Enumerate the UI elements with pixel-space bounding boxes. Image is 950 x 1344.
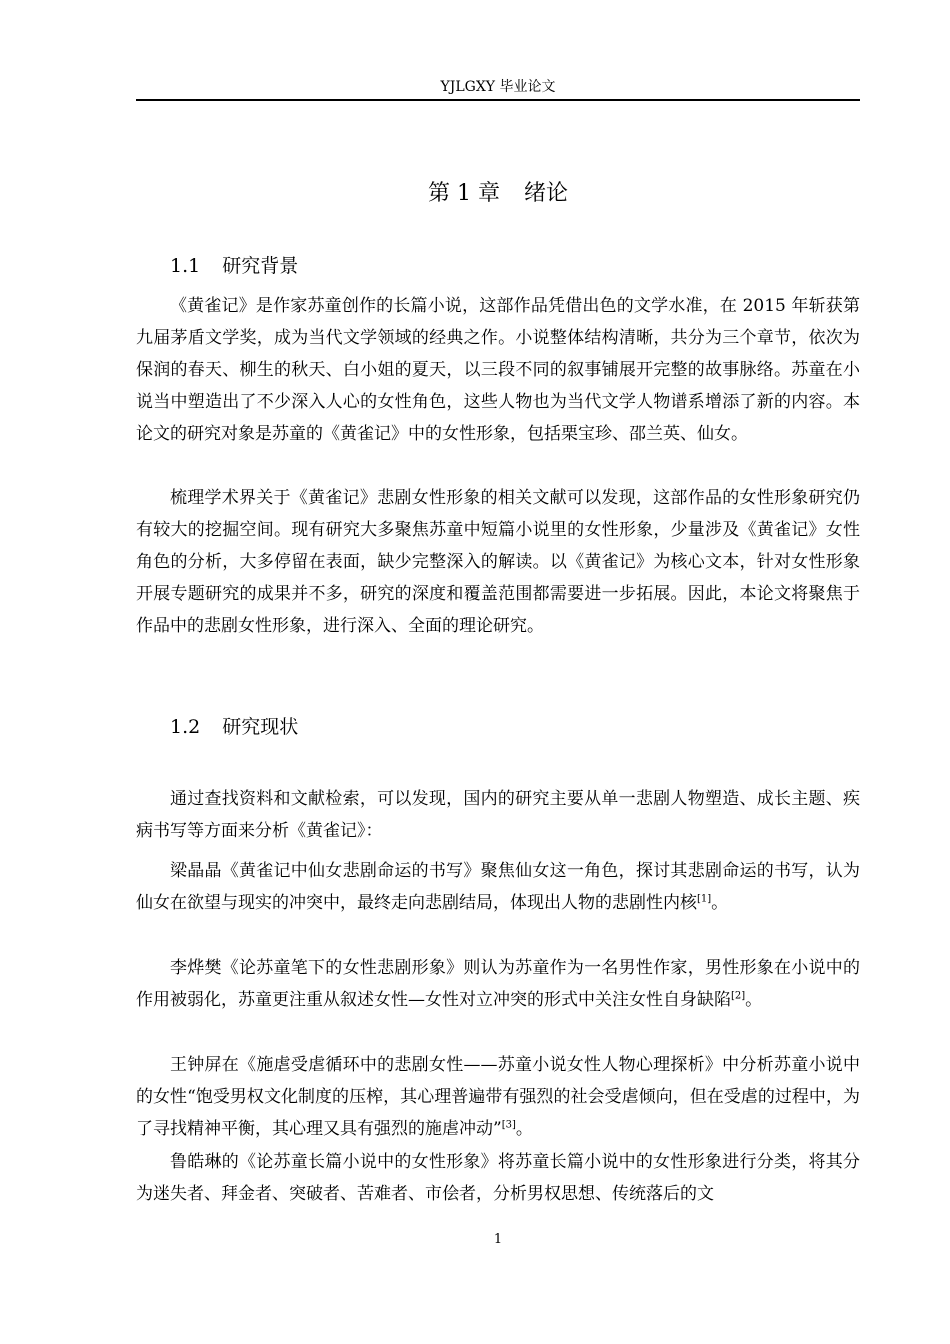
section-title: 研究现状: [222, 716, 299, 738]
citation: [1]: [697, 893, 712, 905]
chapter-heading: [136, 178, 860, 210]
section-heading-1-2: [170, 713, 298, 741]
paragraph-end: 。: [745, 990, 763, 1010]
paragraph-text: 鲁皓琳的《论苏童长篇小说中的女性形象》将苏童长篇小说中的女性形象进行分类，将其分为迷失者、拜金者、突破者、苦难者、市侩者，分析男权思想、传统落后的文: [136, 1152, 860, 1204]
header-title: YJLGXY 毕业论文: [440, 79, 556, 95]
chapter-title: 绪论: [523, 181, 568, 206]
page-number: 1: [493, 1232, 503, 1247]
paragraph-end: 。: [515, 1119, 533, 1139]
paragraph-end: 。: [711, 893, 729, 913]
paragraph-text: 通过查找资料和文献检索，可以发现，国内的研究主要从单一悲剧人物塑造、成长主题、疾病书写等方面来分析《黄雀记》：: [136, 789, 860, 841]
paragraph: [136, 855, 860, 919]
paragraph: [136, 783, 860, 847]
paragraph: 梳理学术界关于《黄雀记》悲剧女性形象的相关文献可以发现，这部作品的女性形象研究仍有较大的挖掘空间。现有研究大多聚焦苏童中短篇小说里的女性形象，少量涉及《黄雀记》女性角色的分析，大多停留在表面，缺少完整深入的解读。以《黄雀记》为核心文本，针对女性形象开展专题研究的成果并不多，研究的深度和覆盖范围都需要进一步拓展。因此，本论文将聚焦于作品中的悲剧女性形象，进行深入、全面的理论研究。: [136, 488, 860, 636]
citation: [3]: [501, 1119, 516, 1131]
section-number: 1.2: [170, 716, 201, 738]
section-title: 研究背景: [222, 255, 299, 277]
header-rule: [136, 99, 860, 101]
paragraph: 《黄雀记》是作家苏童创作的长篇小说，这部作品凭借出色的文学水准，在 2015 年斩获第九届茅盾文学奖，成为当代文学领域的经典之作。小说整体结构清晰，共分为三个章节，依次为保润的春天、柳生的秋天、白小姐的夏天，以三段不同的叙事铺展开完整的故事脉络。苏童在小说当中塑造出了不少深入人心的女性角色，这些人物也为当代文学人物谱系增添了新的内容。本论文的研究对象是苏童的《黄雀记》中的女性形象，包括栗宝珍、邵兰英、仙女。: [136, 296, 860, 444]
paragraph: [136, 1049, 860, 1145]
paragraph-text: 梁晶晶《黄雀记中仙女悲剧命运的书写》聚焦仙女这一角色，探讨其悲剧命运的书写，认为仙女在欲望与现实的冲突中，最终走向悲剧结局，体现出人物的悲剧性内核: [136, 861, 860, 913]
paragraph-text: 李烨樊《论苏童笔下的女性悲剧形象》则认为苏童作为一名男性作家，男性形象在小说中的作用被弱化，苏童更注重从叙述女性—女性对立冲突的形式中关注女性自身缺陷: [136, 958, 860, 1010]
paragraph-text: 王钟屏在《施虐受虐循环中的悲剧女性——苏童小说女性人物心理探析》中分析苏童小说中的女性“饱受男权文化制度的压榨，其心理普遍带有强烈的社会受虐倾向，但在受虐的过程中，为了寻找精神平衡，其心理又具有强烈的施虐冲动”: [136, 1055, 860, 1139]
section-heading-1-1: [170, 252, 298, 280]
citation: [2]: [731, 990, 746, 1002]
section-number: 1.1: [170, 255, 201, 277]
chapter-number: 第 1 章: [428, 181, 500, 206]
paragraph: [136, 952, 860, 1016]
paragraph: [136, 1146, 860, 1210]
